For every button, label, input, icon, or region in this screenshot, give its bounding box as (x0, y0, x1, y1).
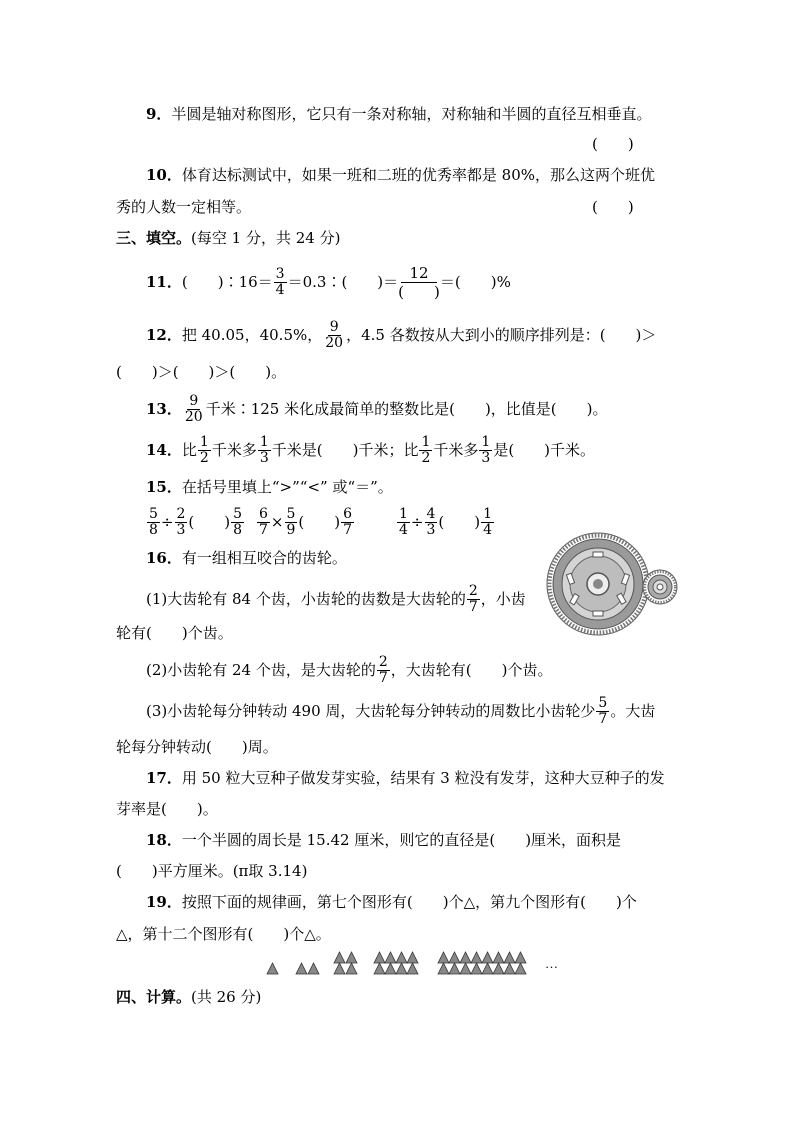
triangle-icon (482, 963, 493, 974)
gears-illustration (546, 532, 680, 636)
triangle-icon (346, 963, 357, 974)
triangle-icon (460, 963, 471, 974)
triangle-icon (493, 963, 504, 974)
q15-expr-1: $\frac{5}{8}$ ÷ $\frac{2}{3}$ ( ) 5 8 (149, 505, 243, 538)
q18-line1: 18．一个半圆的周长是 15.42 厘米，则它的直径是( )厘米，面积是 (146, 831, 622, 849)
q11: 11． ( )∶16＝ 3 4 ＝0.3∶( )＝ 12 ( ) ＝( )% (146, 263, 511, 301)
triangle-icon (374, 952, 385, 963)
q12-line1: 12． 把 40.05，40.5%， 9 20 ，4.5 各数按从大到小的顺序排列是：( )＞ (146, 318, 657, 351)
triangle-icon (504, 952, 515, 963)
triangle-icon (407, 963, 418, 974)
q15-paren-1[interactable]: ( ) (188, 513, 231, 531)
q11-fraction-3-4: 3 4 (275, 265, 285, 298)
q14-fraction-2: 1 3 (259, 433, 269, 466)
triangle-pattern (262, 950, 562, 978)
triangle-icon (308, 963, 319, 974)
q18-line2[interactable]: ( )平方厘米。(π取 3.14) (116, 862, 308, 880)
q13: 13． 9 20 千米∶125 米化成最简单的整数比是( )，比值是( )。 (146, 392, 608, 425)
q12-line2[interactable]: ( )＞( )＞( )。 (116, 363, 287, 381)
triangle-icon (374, 963, 385, 974)
q19-line2[interactable]: △，第十二个图形有( )个△。 (116, 925, 331, 943)
q19-line1: 19．按照下面的规律画，第七个图形有( )个△，第九个图形有( )个 (146, 893, 637, 911)
q12-fraction-9-20: 9 20 (325, 318, 344, 351)
triangle-icon (449, 963, 460, 974)
large-gear-icon (547, 533, 649, 635)
triangle-icon (471, 952, 482, 963)
section-3-heading: 三、填空。(每空 1 分，共 24 分) (116, 229, 341, 247)
triangle-icon (515, 963, 526, 974)
triangle-icon (438, 952, 449, 963)
q16-part1-line2[interactable]: 轮有( )个齿。 (116, 624, 233, 642)
q14-fraction-1: 1 2 (199, 433, 209, 466)
ellipsis: … (545, 956, 558, 971)
triangle-icon (407, 952, 418, 963)
triangle-icon (471, 963, 482, 974)
q16-part3-line2[interactable]: 轮每分钟转动( )周。 (116, 738, 278, 756)
q15-paren-2[interactable]: ( ) (298, 513, 341, 531)
triangle-icon (267, 963, 278, 974)
q17-line2[interactable]: 芽率是( )。 (116, 800, 218, 818)
triangle-icon (515, 952, 526, 963)
q9 (146, 104, 651, 124)
q11-fraction-12[interactable]: 12 ( ) (398, 263, 440, 301)
q10-line2: 秀的人数一定相等。 (116, 198, 252, 216)
triangle-icon (385, 963, 396, 974)
q16: 16．有一组相互咬合的齿轮。 (146, 549, 347, 567)
triangle-icon (296, 963, 307, 974)
triangle-icon (346, 952, 357, 963)
q16-part2: (2)小齿轮有 24 个齿，是大齿轮的 2 7 ，大齿轮有( )个齿。 (146, 653, 553, 686)
q9-number: 9． (146, 105, 172, 123)
q15-expr-3: $\frac{1}{4}$ ÷ $\frac{4}{3}$ ( ) 1 4 (399, 505, 493, 538)
q13-fraction-9-20: 9 20 (184, 392, 203, 425)
triangle-icon (438, 963, 449, 974)
q15: 15．在括号里填上“>”“<” 或“＝”。 (146, 478, 393, 496)
triangle-icon (493, 952, 504, 963)
q14-fraction-4: 1 3 (481, 433, 491, 466)
q16-part1: (1)大齿轮有 84 个齿，小齿轮的齿数是大齿轮的 2 7 ，小齿 (146, 582, 526, 615)
q15-paren-3[interactable]: ( ) (438, 513, 481, 531)
q15-expr-2: $\frac{6}{7}$ × $\frac{5}{9}$ ( ) 6 7 (259, 505, 353, 538)
q9-text: 半圆是轴对称图形，它只有一条对称轴，对称轴和半圆的直径互相垂直。 (171, 105, 652, 123)
triangle-icon (460, 952, 471, 963)
section-4-heading: 四、计算。(共 26 分) (116, 988, 262, 1006)
q14-fraction-3: 1 2 (421, 433, 431, 466)
q14: 14． 比 1 2 千米多 1 3 千米是( )千米；比 1 2 千米多 1 3 是( )千米。 (146, 433, 596, 466)
q17-line1: 17．用 50 粒大豆种子做发芽实验，结果有 3 粒没有发芽，这种大豆种子的发 (146, 769, 665, 787)
triangle-icon (385, 952, 396, 963)
q16-part3: (3)小齿轮每分钟转动 490 周，大齿轮每分钟转动的周数比小齿轮少 5 7 。大齿 (146, 694, 656, 727)
triangle-icon (396, 963, 407, 974)
triangle-icon (334, 952, 345, 963)
q10-answer-paren[interactable]: ( ) (592, 198, 634, 216)
triangle-icon (396, 952, 407, 963)
q9-answer-paren[interactable]: ( ) (592, 135, 634, 153)
small-gear-icon (643, 570, 677, 604)
triangle-icon (482, 952, 493, 963)
triangle-icon (334, 963, 345, 974)
triangle-icon (504, 963, 515, 974)
q10-line1: 10．体育达标测试中，如果一班和二班的优秀率都是 80%，那么这两个班优 (146, 166, 655, 184)
triangle-icon (449, 952, 460, 963)
